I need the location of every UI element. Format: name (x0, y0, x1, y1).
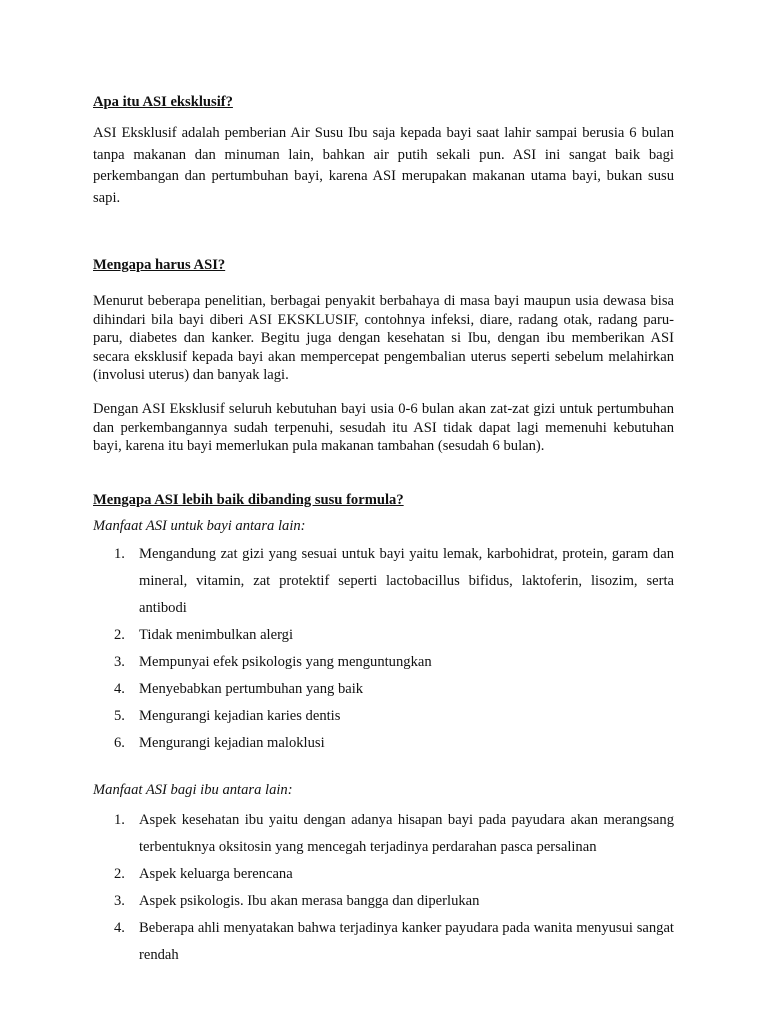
list-item: 4. Menyebabkan pertumbuhan yang baik (114, 681, 364, 697)
paragraph-definisi-asi: ASI Eksklusif adalah pemberian Air Susu Ibu saja kepada bayi saat lahir sampai berusia 6 bulan tanpa makanan dan minuman lain, bahkan air putih sekali pun. ASI ini sangat baik bagi perkembangan dan pertumbuhan bayi, karena ASI merupakan makanan utama bayi, bukan susu sapi. (93, 125, 674, 206)
list-item: 1. Aspek kesehatan ibu yaitu dengan adanya hisapan bayi pada payudara akan merangsang terbentuknya oksitosin yang mencegah terjadinya perdarahan pasca persalinan (114, 812, 674, 855)
paragraph-manfaat-penelitian: Menurut beberapa penelitian, berbagai penyakit berbahaya di masa bayi maupun usia dewasa bisa dihindari bila bayi diberi ASI EKSKLUSIF, contohnya infeksi, diare, radang otak, radang paru-paru, diabetes dan kanker. Begitu juga dengan kesehatan si Ibu, dengan ibu memberikan ASI secara eksklusif kepada bayi akan mempercepat pengembalian uterus seperti sebelum melahirkan (involusi uterus) dan banyak lagi. (93, 293, 674, 383)
subheading-manfaat-ibu: Manfaat ASI bagi ibu antara lain: (93, 782, 293, 798)
paragraph-kebutuhan-bayi: Dengan ASI Eksklusif seluruh kebutuhan bayi usia 0-6 bulan akan zat-zat gizi untuk pertumbuhan dan perkembangannya sudah terpenuhi, sesudah itu ASI tidak dapat lagi memenuhi kebutuhan bayi, karena itu bayi memerlukan pula makanan tambahan (sesudah 6 bulan). (93, 401, 674, 454)
list-item: 3. Aspek psikologis. Ibu akan merasa bangga dan diperlukan (114, 893, 480, 909)
list-item: 2. Tidak menimbulkan alergi (114, 627, 294, 643)
list-item: 4. Beberapa ahli menyatakan bahwa terjadinya kanker payudara pada wanita menyusui sangat rendah (114, 920, 674, 963)
subheading-manfaat-bayi: Manfaat ASI untuk bayi antara lain: (93, 518, 306, 534)
list-manfaat-bayi (93, 541, 674, 757)
heading-mengapa-harus-asi: Mengapa harus ASI? (93, 257, 226, 273)
list-item: 6. Mengurangi kejadian maloklusi (114, 735, 325, 751)
list-item: 1. Mengandung zat gizi yang sesuai untuk bayi yaitu lemak, karbohidrat, protein, garam dan mineral, vitamin, zat protektif seperti lactobacillus bifidus, laktoferin, lisozim, serta antibodi (114, 546, 674, 616)
heading-apa-itu-asi: Apa itu ASI eksklusif? (93, 94, 233, 110)
heading-asi-vs-susu-formula: Mengapa ASI lebih baik dibanding susu formula? (93, 492, 404, 508)
list-item: 5. Mengurangi kejadian karies dentis (114, 708, 341, 724)
list-item: 2. Aspek keluarga berencana (114, 866, 293, 882)
list-item: 3. Mempunyai efek psikologis yang menguntungkan (114, 654, 432, 670)
list-manfaat-ibu (93, 807, 674, 969)
